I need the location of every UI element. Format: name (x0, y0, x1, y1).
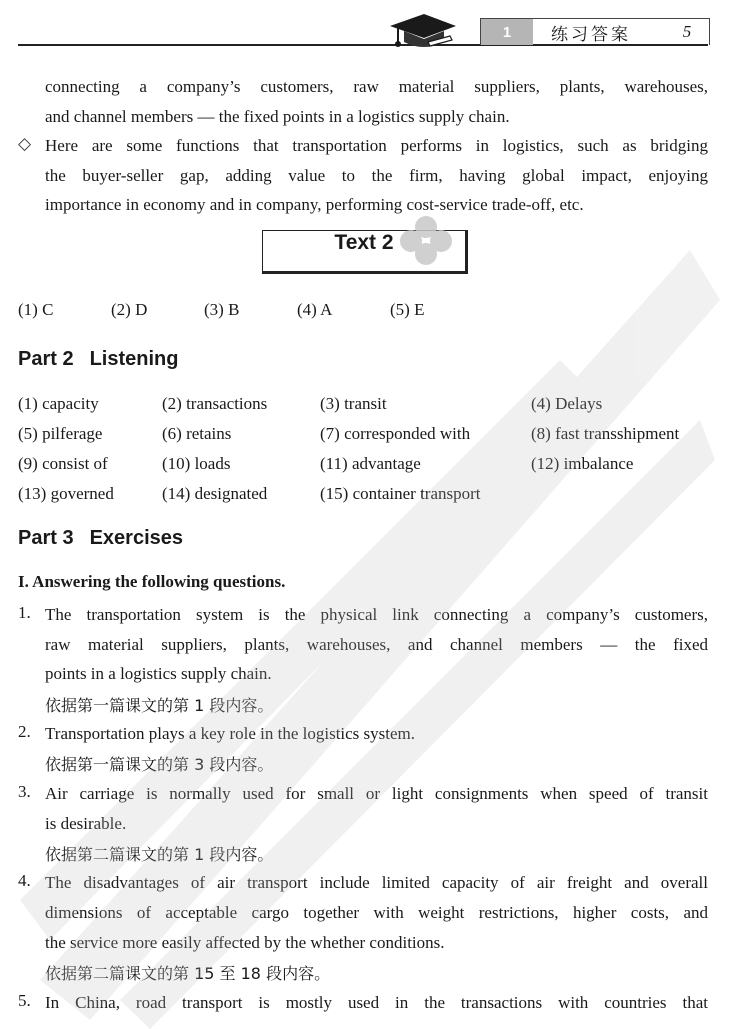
listening-item: (13) governed (18, 484, 114, 503)
part3-heading (18, 527, 183, 550)
answer-line: The disadvantages of air transport include limited capacity of air freight and overall (45, 873, 708, 892)
exercise-section-heading: I. Answering the following questions. (18, 572, 286, 591)
diamond-bullet-icon: ◇ (18, 134, 32, 153)
answer-item: (2) D (111, 300, 148, 319)
answer-item: (5) E (390, 300, 425, 319)
listening-item: (10) loads (162, 454, 231, 473)
listening-item: (1) capacity (18, 394, 99, 413)
listening-item: (8) fast transshipment (531, 424, 680, 443)
intro-line: and channel members — the fixed points in a logistics supply chain. (45, 107, 510, 126)
listening-item: (7) corresponded with (320, 424, 471, 443)
answer-line: raw material suppliers, plants, warehouses, and channel members — the fixed (45, 635, 708, 654)
answer-line: Air carriage is normally used for small or light consignments when speed of transit (45, 784, 708, 803)
header-chapter-box (480, 18, 710, 45)
answer-line: dimensions of acceptable cargo together with weight restrictions, higher costs, and (45, 903, 708, 922)
source-note: 依据第二篇课文的第 1 段内容。 (45, 845, 274, 864)
graduation-cap-icon (388, 12, 458, 52)
listening-item: (3) transit (320, 394, 387, 413)
chapter-number: 1 (481, 19, 533, 45)
part2-title: Listening (89, 348, 179, 370)
question-number: 1. (18, 603, 31, 622)
answer-line: is desirable. (45, 814, 127, 833)
answer-line: Transportation plays a key role in the logistics system. (45, 724, 416, 743)
listening-item: (5) pilferage (18, 424, 103, 443)
part3-title: Exercises (89, 527, 184, 549)
part3-number: Part 3 (18, 527, 74, 549)
listening-item: (6) retains (162, 424, 232, 443)
listening-item: (2) transactions (162, 394, 268, 413)
listening-item: (12) imbalance (531, 454, 634, 473)
bullet-line: Here are some functions that transportation performs in logistics, such as bridging (45, 136, 708, 155)
listening-item: (9) consist of (18, 454, 108, 473)
answer-line: In China, road transport is mostly used in the transactions with countries that (45, 993, 708, 1012)
answer-line: The transportation system is the physical link connecting a company’s customers, (45, 605, 708, 624)
listening-item: (14) designated (162, 484, 268, 503)
answer-item: (3) B (204, 300, 240, 319)
bullet-line: importance in economy and in company, performing cost-service trade-off, etc. (45, 195, 584, 214)
source-note: 依据第一篇课文的第 1 段内容。 (45, 696, 274, 715)
listening-item: (11) advantage (320, 454, 421, 473)
question-number: 3. (18, 782, 31, 801)
source-note: 依据第一篇课文的第 3 段内容。 (45, 755, 274, 774)
flower-decoration-icon (398, 214, 454, 270)
question-number: 2. (18, 722, 31, 741)
source-note: 依据第二篇课文的第 15 至 18 段内容。 (45, 964, 331, 983)
answer-item: (1) C (18, 300, 54, 319)
question-number: 4. (18, 871, 31, 890)
answer-item: (4) A (297, 300, 333, 319)
intro-line: connecting a company’s customers, raw material suppliers, plants, warehouses, (45, 77, 708, 96)
listening-item: (4) Delays (531, 394, 603, 413)
text2-heading: Text 2 (334, 231, 394, 254)
question-number: 5. (18, 991, 31, 1010)
listening-item: (15) container transport (320, 484, 481, 503)
part2-heading (18, 348, 178, 371)
answer-line: points in a logistics supply chain. (45, 664, 272, 683)
page-number: 5 (682, 22, 692, 41)
bullet-line: the buyer-seller gap, adding value to the firm, having global impact, enjoying (45, 166, 708, 185)
answer-line: the service more easily affected by the whether conditions. (45, 933, 445, 952)
section-title: 练习答案 (551, 24, 631, 45)
part2-number: Part 2 (18, 348, 74, 370)
